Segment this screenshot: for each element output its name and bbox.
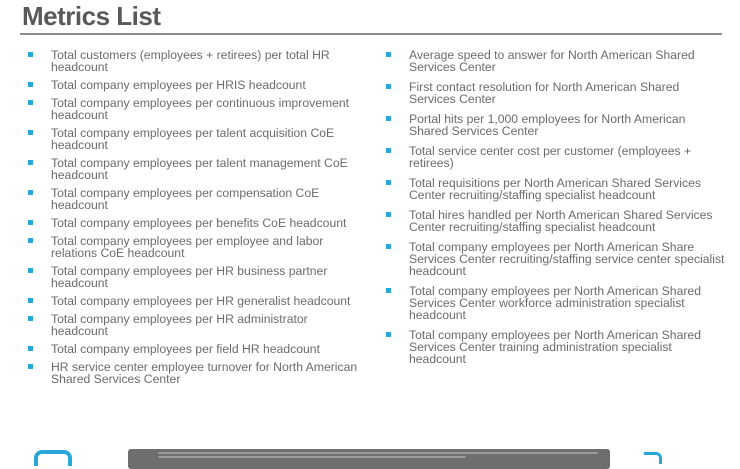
metric-item: [28, 97, 368, 121]
metric-item: [28, 313, 368, 337]
bullet-icon: [28, 160, 33, 165]
metric-item: [28, 127, 368, 151]
metric-item: [28, 79, 368, 91]
metric-text: Total company employees per talent management CoE headcount: [51, 156, 348, 182]
metric-text: Total company employees per HRIS headcount: [51, 78, 306, 92]
metric-text: HR service center employee turnover for North American Shared Services Center: [51, 360, 358, 386]
bullet-icon: [28, 268, 33, 273]
metric-text: Total company employees per HR generalist headcount: [51, 294, 351, 308]
title-divider: [20, 33, 722, 35]
metric-item: [386, 81, 726, 105]
bullet-icon: [28, 364, 33, 369]
metric-item: [28, 235, 368, 259]
bullet-icon: [386, 180, 391, 185]
metric-item: [28, 295, 368, 307]
metric-item: [28, 157, 368, 181]
metric-item: [28, 49, 368, 73]
metric-item: [386, 285, 726, 321]
bullet-icon: [28, 220, 33, 225]
bullet-icon: [386, 212, 391, 217]
metrics-list-right: [386, 49, 726, 373]
footer-right-icon: [644, 452, 662, 464]
metric-text: Total company employees per talent acquisition CoE headcount: [51, 126, 335, 152]
footer-left-icon: [34, 450, 72, 466]
metric-item: [28, 187, 368, 211]
metric-item: [28, 265, 368, 289]
metric-item: [28, 217, 368, 229]
metric-text: Total company employees per employee and labor relations CoE headcount: [51, 234, 324, 260]
bullet-icon: [386, 288, 391, 293]
bullet-icon: [28, 52, 33, 57]
metric-text: Total hires handled per North American Shared Services Center recruiting/staffing specialist headcount: [409, 208, 713, 234]
bullet-icon: [386, 84, 391, 89]
bullet-icon: [386, 148, 391, 153]
bullet-icon: [28, 100, 33, 105]
metric-text: Average speed to answer for North American Shared Services Center: [409, 48, 695, 74]
metric-item: [386, 113, 726, 137]
metric-item: [28, 361, 368, 385]
metric-text: Total company employees per benefits CoE headcount: [51, 216, 347, 230]
bullet-icon: [386, 244, 391, 249]
metric-item: [386, 209, 726, 233]
metric-text: Portal hits per 1,000 employees for North American Shared Services Center: [409, 112, 686, 138]
metric-item: [28, 343, 368, 355]
bullet-icon: [28, 238, 33, 243]
metric-text: Total company employees per HR administrator headcount: [51, 312, 308, 338]
metric-item: [386, 49, 726, 73]
metric-text: Total company employees per North American Share Services Center recruiting/staffing service center specialist headcount: [409, 240, 725, 278]
bullet-icon: [386, 52, 391, 57]
metric-text: Total company employees per compensation CoE headcount: [51, 186, 320, 212]
metric-text: Total company employees per continuous improvement headcount: [51, 96, 350, 122]
metric-text: Total service center cost per customer (employees + retirees): [409, 144, 692, 170]
metric-text: Total company employees per field HR headcount: [51, 342, 320, 356]
page-title: Metrics List: [22, 1, 161, 31]
footer-blurred-text: [158, 452, 598, 459]
bullet-icon: [28, 130, 33, 135]
metric-text: Total customers (employees + retirees) per total HR headcount: [51, 48, 330, 74]
bullet-icon: [28, 298, 33, 303]
metric-text: Total company employees per North American Shared Services Center training administration specialist headcount: [409, 328, 701, 366]
metric-item: [386, 241, 726, 277]
bullet-icon: [28, 346, 33, 351]
bullet-icon: [28, 316, 33, 321]
metric-text: Total requisitions per North American Shared Services Center recruiting/staffing specialist headcount: [409, 176, 701, 202]
metric-item: [386, 329, 726, 365]
bullet-icon: [386, 332, 391, 337]
footer-bar: [128, 449, 610, 469]
metric-item: [386, 177, 726, 201]
metric-text: Total company employees per North American Shared Services Center workforce administration specialist headcount: [409, 284, 701, 322]
metric-text: First contact resolution for North American Shared Services Center: [409, 80, 680, 106]
metric-item: [386, 145, 726, 169]
metric-text: Total company employees per HR business partner headcount: [51, 264, 328, 290]
bullet-icon: [28, 190, 33, 195]
bullet-icon: [386, 116, 391, 121]
metrics-list-left: [28, 49, 368, 391]
bullet-icon: [28, 82, 33, 87]
